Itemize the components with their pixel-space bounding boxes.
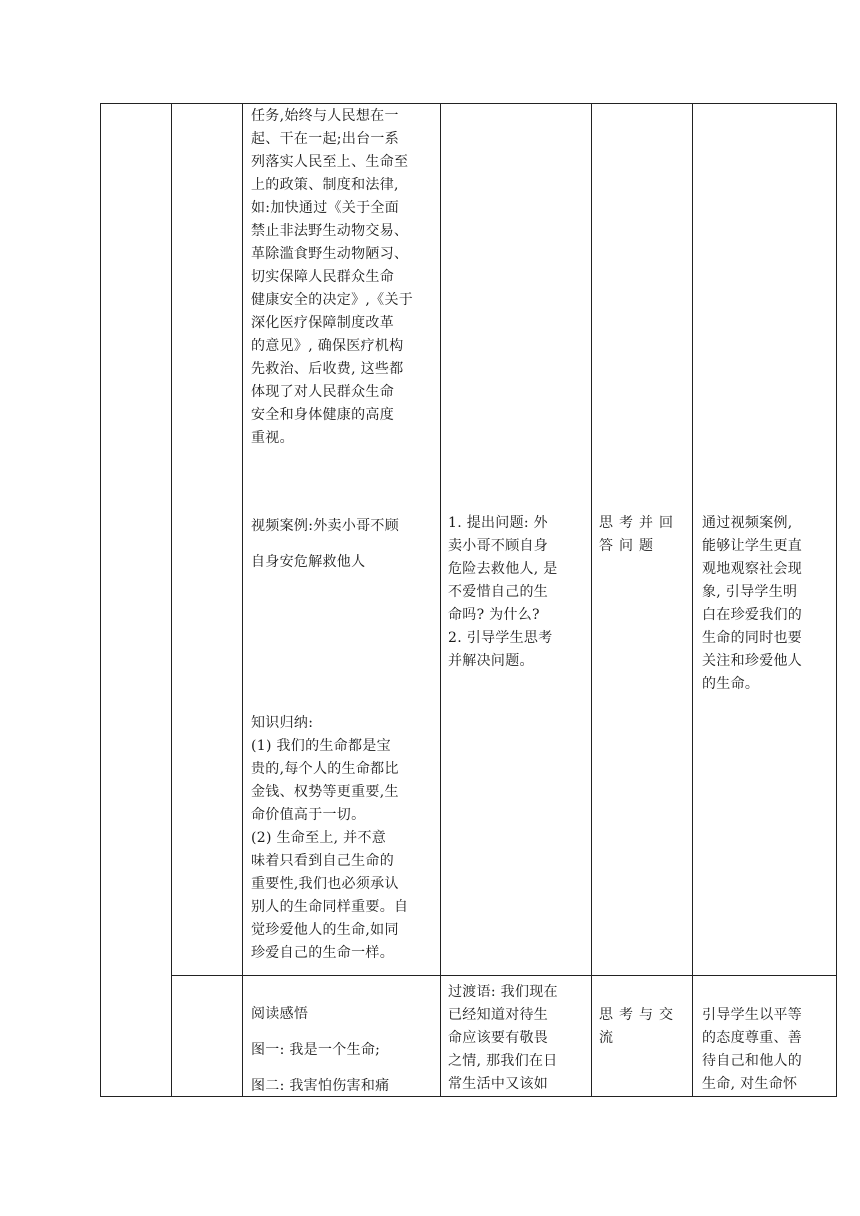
teacher-activity-cell-video bbox=[448, 512, 588, 673]
text-line: 的态度尊重、善 bbox=[702, 1030, 803, 1046]
student-activity-cell-video bbox=[599, 512, 691, 558]
text-line: 图二: 我害怕伤害和痛 bbox=[251, 1078, 390, 1094]
text-line: 2. 引导学生思考 bbox=[448, 630, 553, 646]
text-line: (2) 生命至上, 并不意 bbox=[251, 830, 387, 846]
text-line: 味着只看到自己生命的 bbox=[251, 853, 394, 869]
text-line: 卖小哥不顾自身 bbox=[448, 538, 549, 554]
text-line: 并解决问题。 bbox=[448, 653, 534, 669]
content-cell-reading-reflection bbox=[251, 996, 436, 1104]
text-line: 1. 提出问题: 外 bbox=[448, 515, 548, 531]
text-line: 生命的同时也要 bbox=[702, 630, 803, 646]
text-line: 重视。 bbox=[251, 430, 294, 446]
text-line: 图一: 我是一个生命; bbox=[251, 1042, 381, 1058]
table-border-bottom bbox=[100, 1096, 837, 1097]
text-line: 白在珍爱我们的 bbox=[702, 607, 803, 623]
text-line: 健康安全的决定》,《关于 bbox=[251, 292, 414, 308]
text-line: 不爱惜自己的生 bbox=[448, 584, 549, 600]
text-line: 觉珍爱他人的生命,如同 bbox=[251, 922, 399, 938]
text-line: 先救治、后收费, 这些都 bbox=[251, 361, 404, 377]
text-line: 如:加快通过《关于全面 bbox=[251, 200, 400, 216]
text-line: 思考并回 bbox=[599, 515, 679, 531]
text-line: 生命, 对生命怀 bbox=[702, 1076, 798, 1092]
text-line: 引导学生以平等 bbox=[702, 1007, 803, 1023]
text-line: 上的政策、制度和法律, bbox=[251, 177, 399, 193]
design-intent-cell-video bbox=[702, 512, 832, 696]
text-line: (1) 我们的生命都是宝 bbox=[251, 738, 391, 754]
text-line: 知识归纳: bbox=[251, 715, 314, 731]
text-line: 已经知道对待生 bbox=[448, 1007, 549, 1023]
content-cell-knowledge-summary bbox=[251, 712, 436, 965]
column-divider bbox=[440, 103, 441, 1097]
text-line: 起、干在一起;出台一系 bbox=[251, 131, 400, 147]
text-line: 革除滥食野生动物陋习、 bbox=[251, 246, 409, 262]
text-line: 别人的生命同样重要。自 bbox=[251, 899, 409, 915]
text-line: 之情, 那我们在日 bbox=[448, 1053, 558, 1069]
text-line: 命应该要有敬畏 bbox=[448, 1030, 549, 1046]
text-line: 常生活中又该如 bbox=[448, 1076, 549, 1092]
column-divider bbox=[591, 103, 592, 1097]
text-line: 象, 引导学生明 bbox=[702, 584, 798, 600]
text-line: 贵的,每个人的生命都比 bbox=[251, 761, 399, 777]
teacher-activity-cell-reading bbox=[448, 981, 588, 1096]
text-line: 思考与交 bbox=[599, 1007, 679, 1023]
table-border-left bbox=[100, 103, 101, 1097]
column-divider bbox=[242, 103, 243, 1097]
text-line: 能够让学生更直 bbox=[702, 538, 803, 554]
text-line: 禁止非法野生动物交易、 bbox=[251, 223, 409, 239]
text-line: 过渡语: 我们现在 bbox=[448, 984, 558, 1000]
text-line: 命吗? 为什么? bbox=[448, 607, 540, 623]
text-line: 命价值高于一切。 bbox=[251, 807, 366, 823]
student-activity-cell-reading bbox=[599, 1004, 691, 1050]
text-line: 的意见》, 确保医疗机构 bbox=[251, 338, 404, 354]
text-line: 待自己和他人的 bbox=[702, 1053, 803, 1069]
row-divider bbox=[171, 975, 837, 976]
text-line: 深化医疗保障制度改革 bbox=[251, 315, 394, 331]
text-line: 安全和身体健康的高度 bbox=[251, 407, 394, 423]
text-line: 珍爱自己的生命一样。 bbox=[251, 945, 394, 961]
text-line: 视频案例:外卖小哥不顾 bbox=[251, 518, 400, 534]
text-line: 答问题 bbox=[599, 538, 659, 554]
column-divider bbox=[692, 103, 693, 1097]
column-divider bbox=[171, 103, 172, 1097]
table-border-right bbox=[836, 103, 837, 1097]
text-line: 自身安危解救他人 bbox=[251, 554, 366, 570]
design-intent-cell-reading bbox=[702, 1004, 832, 1096]
table-border-top bbox=[100, 103, 837, 104]
text-line: 重要性,我们也必须承认 bbox=[251, 876, 399, 892]
text-line: 通过视频案例, bbox=[702, 515, 793, 531]
text-line: 金钱、权势等更重要,生 bbox=[251, 784, 399, 800]
text-line: 的生命。 bbox=[702, 676, 760, 692]
text-line: 危险去救他人, 是 bbox=[448, 561, 558, 577]
text-line: 任务,始终与人民想在一 bbox=[251, 108, 399, 124]
text-line: 列落实人民至上、生命至 bbox=[251, 154, 409, 170]
text-line: 流 bbox=[599, 1030, 619, 1046]
text-line: 阅读感悟 bbox=[251, 1006, 309, 1022]
content-cell-policy bbox=[251, 105, 436, 450]
text-line: 关注和珍爱他人 bbox=[702, 653, 803, 669]
text-line: 体现了对人民群众生命 bbox=[251, 384, 394, 400]
lesson-table bbox=[100, 103, 837, 1097]
text-line: 切实保障人民群众生命 bbox=[251, 269, 394, 285]
content-cell-video-case bbox=[251, 508, 436, 580]
text-line: 观地观察社会现 bbox=[702, 561, 803, 577]
